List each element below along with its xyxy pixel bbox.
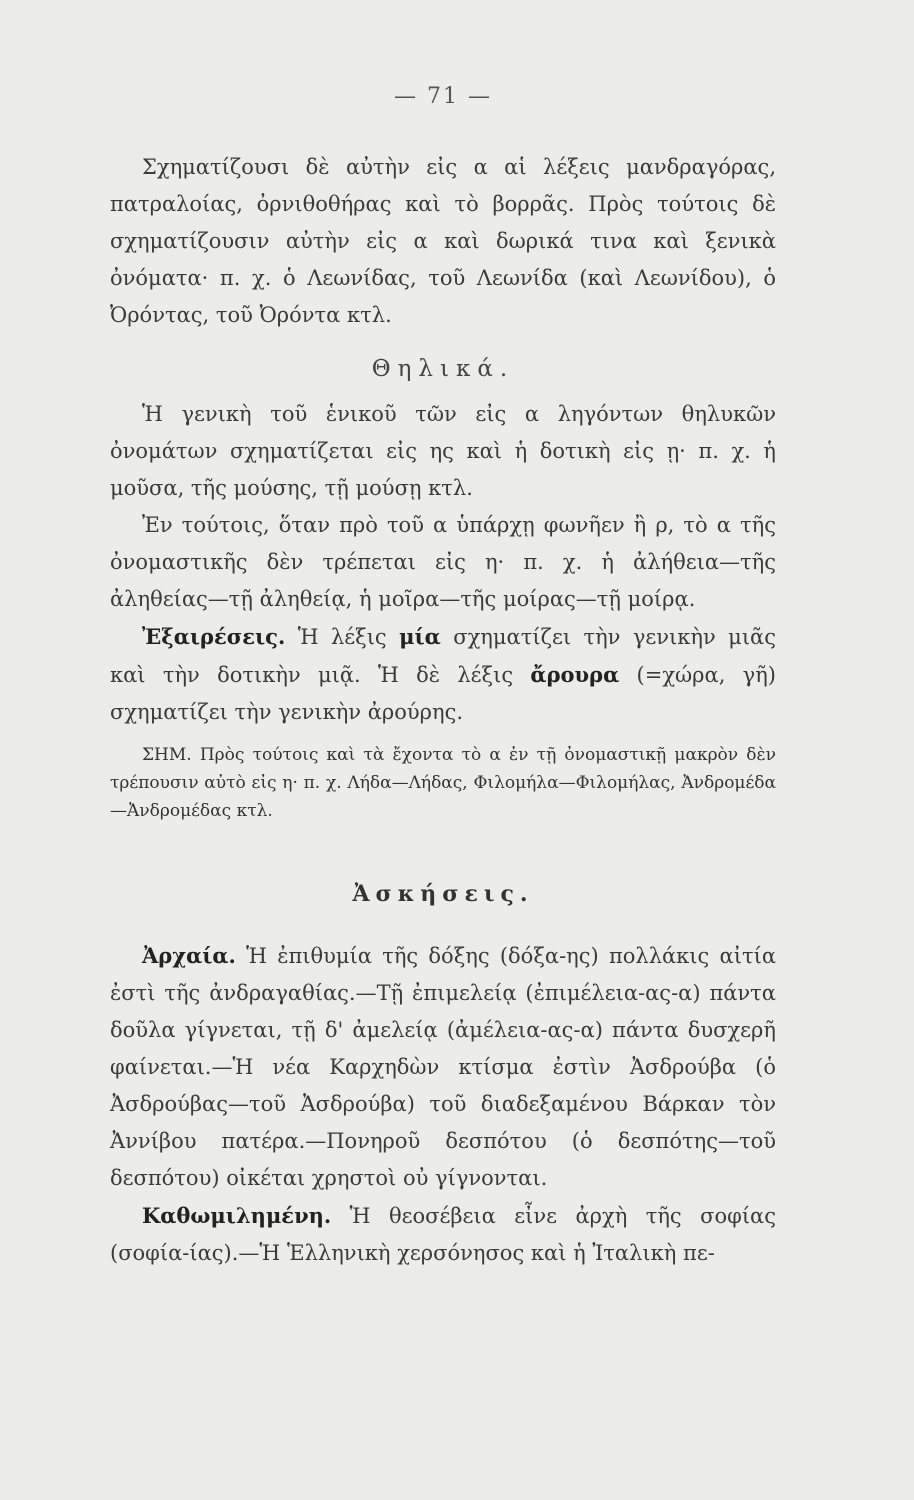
modern-text: Ἡ θεοσέβεια εἶνε ἀρχὴ τῆς σοφίας (σοφία-ίας).—Ἡ Ἑλληνικὴ χερσόνησος καὶ ἡ Ἰταλικὴ πε-	[110, 1204, 776, 1265]
exceptions-text-1: Ἡ λέξις	[285, 625, 400, 649]
note-paragraph: ΣΗΜ. Πρὸς τούτοις καὶ τὰ ἔχοντα τὸ α ἐν τῇ ὀνομαστικῇ μακρὸν δὲν τρέπουσιν αὐτὸ εἰς η· π. χ. Λήδα—Λήδας, Φιλομήλα—Φιλομήλας, Ἀνδρομέδα—Ἀνδρομέδας κτλ.	[110, 745, 776, 821]
ancient-text: Ἡ ἐπιθυμία τῆς δόξης (δόξα-ης) πολλάκις αἰτία ἐστὶ τῆς ἀνδραγαθίας.—Τῇ ἐπιμελείᾳ (ἐπιμέλεια-ας-α) πάντα δοῦλα γίγνεται, τῇ δ' ἀμελείᾳ (ἀμέλεια-ας-α) πάντα δυσχερῆ φαίνεται.—Ἡ νέα Καρχηδὼν κτίσμα ἐστὶν Ἀσδρούβα (ὁ Ἀσδρούβας—τοῦ Ἀσδρούβα) τοῦ διαδεξαμένου Βάρκαν τὸν Ἀννίβου πατέρα.—Πονηροῦ δεσπότου (ὁ δεσπότης—τοῦ δεσπότου) οἰκέται χρηστοὶ οὐ γίγνονται.	[110, 944, 776, 1190]
section-title-feminine: Θηλικά.	[371, 356, 515, 382]
modern-label: Καθωμιλημένη.	[142, 1203, 332, 1228]
page-number: — 71 —	[394, 84, 492, 109]
paragraph-vowel-rule: Ἐν τούτοις, ὅταν πρὸ τοῦ α ὑπάρχῃ φωνῆεν ἢ ρ, τὸ α τῆς ὀνομαστικῆς δὲν τρέπεται εἰς η· π. χ. ἡ ἀλήθεια—τῆς ἀληθείας—τῇ ἀληθείᾳ, ἡ μοῖρα—τῆς μοίρας—τῇ μοίρᾳ.	[110, 513, 776, 611]
exceptions-text-3: (=χώρα, γῆ) σχηματίζει τὴν γενικὴν ἀρούρης.	[110, 663, 776, 724]
exceptions-label: Ἐξαιρέσεις.	[142, 624, 286, 649]
exercise-title: Ἀσκήσεις.	[352, 881, 534, 907]
paragraph-ancient-exercise	[110, 937, 776, 1197]
exceptions-text-2: σχηματίζει τὴν γενικὴν μιᾶς καὶ τὴν δοτικὴν μιᾷ. Ἡ δὲ λέξις	[110, 625, 776, 687]
exceptions-word-mia: μία	[399, 624, 441, 649]
paragraph-modern-exercise	[110, 1197, 776, 1272]
paragraph-exceptions	[110, 618, 776, 731]
exceptions-word-aroura: ἄρουρα	[530, 662, 620, 687]
paragraph-masculine-endings: Σχηματίζουσι δὲ αὐτὴν εἰς α αἱ λέξεις μανδραγόρας, πατραλοίας, ὀρνιθοθήρας καὶ τὸ βορρᾶς. Πρὸς τούτοις δὲ σχηματίζουσιν αὐτὴν εἰς α καὶ δωρικά τινα καὶ ξενικὰ ὀνόματα· π. χ. ὁ Λεωνίδας, τοῦ Λεωνίδα (καὶ Λεωνίδου), ὁ Ὀρόντας, τοῦ Ὀρόντα κτλ.	[110, 155, 776, 327]
ancient-label: Ἀρχαία.	[142, 943, 236, 968]
paragraph-feminine-genitive: Ἡ γενικὴ τοῦ ἑνικοῦ τῶν εἰς α ληγόντων θηλυκῶν ὀνομάτων σχηματίζεται εἰς ης καὶ ἡ δοτικὴ εἰς ῃ· π. χ. ἡ μοῦσα, τῆς μούσης, τῇ μούσῃ κτλ.	[110, 402, 776, 500]
